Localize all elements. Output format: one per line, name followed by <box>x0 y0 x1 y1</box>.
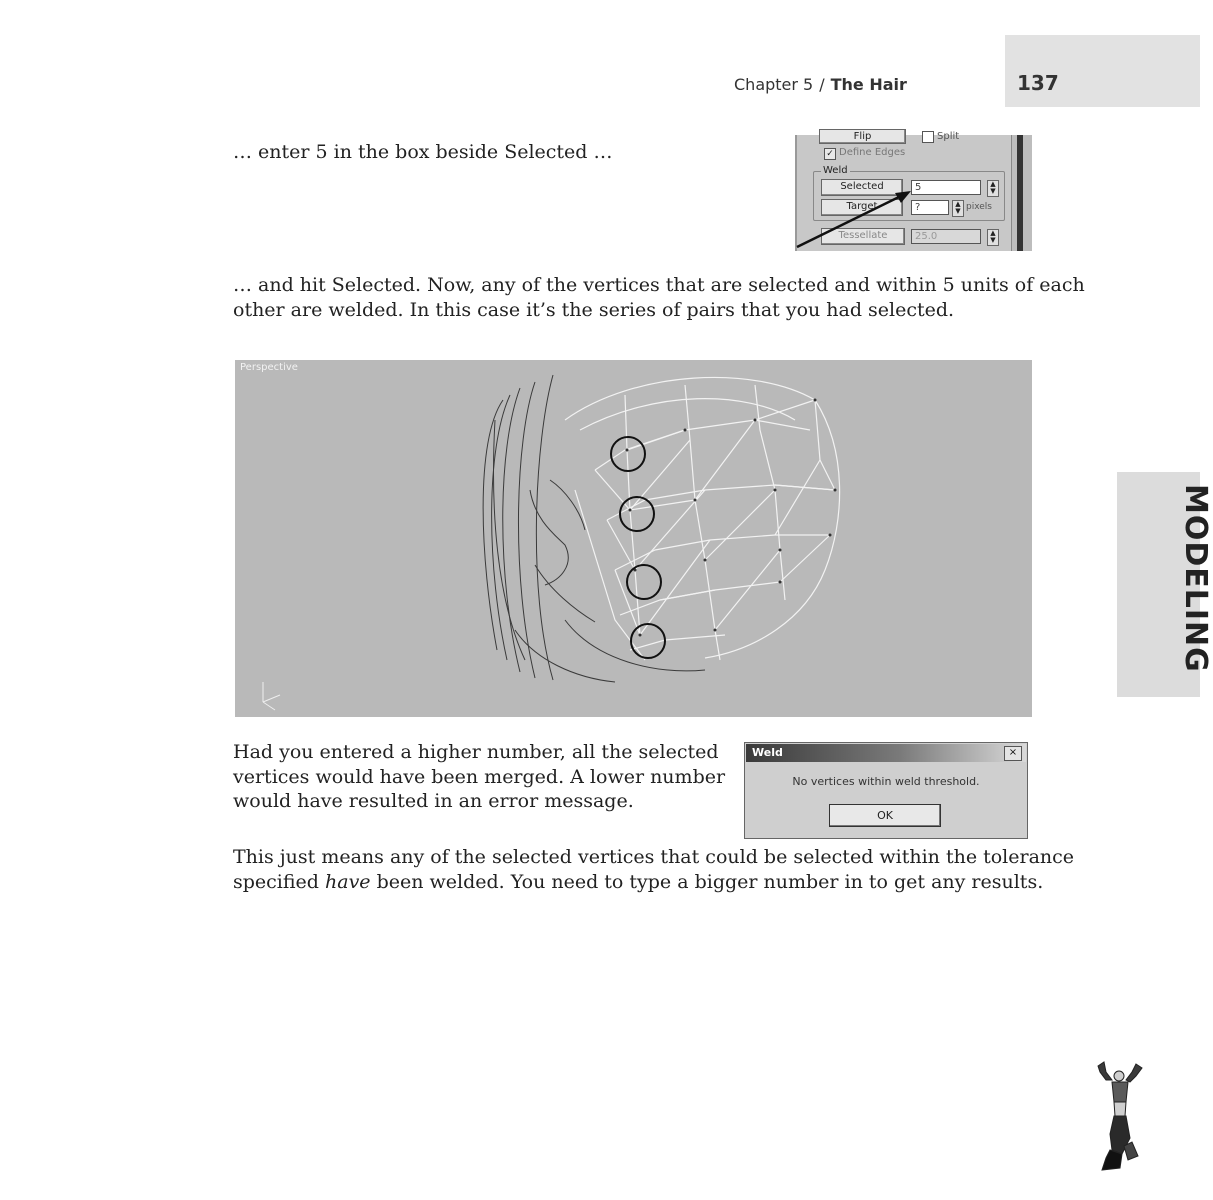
pixels-label: pixels <box>966 202 992 212</box>
weld-target-field[interactable]: ? <box>911 200 949 215</box>
paragraph-tolerance-end: been welded. You need to type a bigger number in to get any results. <box>370 870 1044 893</box>
weld-selected-button[interactable]: Selected <box>821 179 903 196</box>
paragraph-tolerance-emphasis: have <box>325 870 371 893</box>
paragraph-enter-value: … enter 5 in the box beside Selected … <box>233 141 613 163</box>
define-edges-checkbox[interactable]: ✓ <box>824 148 836 160</box>
section-tab <box>1117 472 1213 697</box>
weld-target-spinner[interactable]: ▲ ▼ <box>952 200 964 217</box>
weld-group-label: Weld <box>823 165 848 176</box>
define-edges-label: Define Edges <box>839 147 906 158</box>
weld-selected-threshold-field[interactable]: 5 <box>911 180 981 195</box>
paragraph-higher-number: Had you entered a higher number, all the selected vertices would have been merged. A lower number would have resulted in an error message. <box>233 741 726 812</box>
weld-dialog <box>744 742 1028 839</box>
section-title: The Hair <box>830 75 907 94</box>
weld-selected-spinner[interactable]: ▲ ▼ <box>987 180 999 197</box>
dialog-message: No vertices within weld threshold. <box>792 775 980 788</box>
pointer-arrow-icon <box>797 135 1032 251</box>
viewport-label: Perspective <box>240 362 298 373</box>
tessellate-field[interactable]: 25.0 <box>911 229 981 244</box>
weld-panel <box>795 131 1032 251</box>
axis-tripod-icon <box>263 682 280 710</box>
close-icon[interactable]: × <box>1004 746 1022 761</box>
paragraph-tolerance-start: This just means any of the selected vertices that could be selected within the tolerance specified <box>233 846 1075 893</box>
ok-button[interactable]: OK <box>829 804 941 827</box>
weld-target-button[interactable]: Target <box>821 199 903 216</box>
paragraph-tolerance <box>233 845 1113 894</box>
perspective-viewport[interactable] <box>235 360 1032 717</box>
flip-button[interactable]: Flip <box>819 129 906 144</box>
paragraph-hit-selected: … and hit Selected. Now, any of the vertices that are selected and within 5 units of each other are welded. In this case it’s the series of pairs that you had selected. <box>233 274 1085 321</box>
dialog-title: Weld <box>752 746 783 759</box>
figurine-icon <box>1092 1058 1147 1173</box>
split-label: Split <box>937 131 960 142</box>
section-tab-label: MODELING <box>1178 484 1213 673</box>
chapter-label: Chapter 5 <box>734 75 814 94</box>
tessellate-button[interactable]: Tessellate <box>821 228 905 245</box>
head-wireframe <box>235 360 1032 717</box>
page-number: 137 <box>1017 71 1059 95</box>
running-head-separator: / <box>819 75 825 94</box>
running-head <box>734 75 907 94</box>
vertex-pair-circle <box>627 565 661 599</box>
dialog-titlebar[interactable] <box>746 744 1026 762</box>
tessellate-spinner[interactable]: ▲ ▼ <box>987 229 999 246</box>
